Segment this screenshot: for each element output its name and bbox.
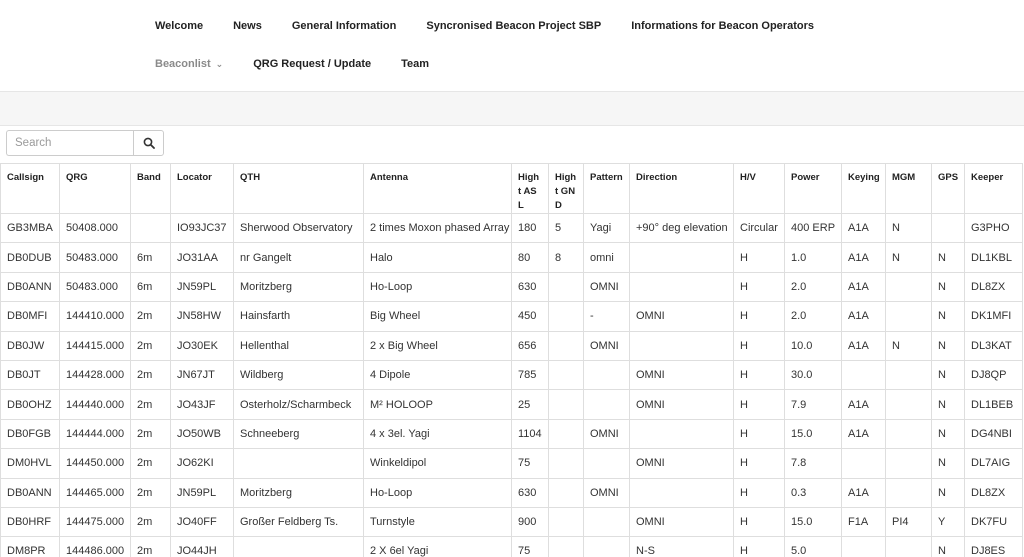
table-cell: Hainsfarth	[234, 302, 364, 331]
column-header[interactable]: Callsign	[1, 164, 60, 214]
table-row	[1, 302, 1023, 331]
nav-news[interactable]: News	[233, 20, 262, 32]
page-header-band	[0, 92, 1024, 126]
table-cell: A1A	[842, 419, 886, 448]
table-cell	[549, 537, 584, 557]
table-cell: JO43JF	[171, 390, 234, 419]
table-cell: H	[734, 331, 785, 360]
table-cell: DB0ANN	[1, 478, 60, 507]
nav-qrg-request[interactable]: QRG Request / Update	[253, 58, 372, 70]
table-cell	[234, 537, 364, 557]
table-cell: N	[932, 272, 965, 301]
nav-row-secondary	[155, 58, 459, 70]
table-cell: 10.0	[785, 331, 842, 360]
table-cell	[131, 214, 171, 243]
column-header[interactable]: Keying	[842, 164, 886, 214]
table-cell: DB0DUB	[1, 243, 60, 272]
table-cell: N	[932, 331, 965, 360]
table-cell: Halo	[364, 243, 512, 272]
table-cell: -	[584, 302, 630, 331]
column-header[interactable]: Hight ASL	[512, 164, 549, 214]
table-cell: 2m	[131, 507, 171, 536]
table-cell: A1A	[842, 214, 886, 243]
table-cell: A1A	[842, 331, 886, 360]
table-row	[1, 507, 1023, 536]
top-navigation	[0, 0, 1024, 92]
table-cell: 2m	[131, 331, 171, 360]
table-cell: M² HOLOOP	[364, 390, 512, 419]
table-cell: Osterholz/Scharmbeck	[234, 390, 364, 419]
table-cell	[549, 331, 584, 360]
table-cell: 180	[512, 214, 549, 243]
table-cell	[549, 507, 584, 536]
column-header[interactable]: QRG	[60, 164, 131, 214]
table-cell: JO62KI	[171, 449, 234, 478]
table-cell: DB0ANN	[1, 272, 60, 301]
table-cell: 50483.000	[60, 243, 131, 272]
table-cell: JO40FF	[171, 507, 234, 536]
column-header[interactable]: Locator	[171, 164, 234, 214]
table-cell: H	[734, 243, 785, 272]
table-cell: DB0JW	[1, 331, 60, 360]
table-cell	[630, 272, 734, 301]
table-cell: A1A	[842, 302, 886, 331]
table-cell: 450	[512, 302, 549, 331]
table-cell: OMNI	[630, 390, 734, 419]
table-cell	[842, 449, 886, 478]
nav-general-information[interactable]: General Information	[291, 20, 397, 32]
table-cell: Y	[932, 507, 965, 536]
table-cell: DL8ZX	[965, 478, 1023, 507]
table-cell	[584, 360, 630, 389]
table-cell: Schneeberg	[234, 419, 364, 448]
table-cell	[630, 331, 734, 360]
table-cell: GB3MBA	[1, 214, 60, 243]
table-cell: JO31AA	[171, 243, 234, 272]
table-cell: DK7FU	[965, 507, 1023, 536]
table-cell: Großer Feldberg Ts.	[234, 507, 364, 536]
table-cell: A1A	[842, 272, 886, 301]
table-cell: 2m	[131, 360, 171, 389]
table-cell: Circular	[734, 214, 785, 243]
table-row	[1, 214, 1023, 243]
table-cell: 5.0	[785, 537, 842, 557]
table-cell: 2m	[131, 419, 171, 448]
search-input[interactable]	[6, 130, 133, 156]
table-cell: 1.0	[785, 243, 842, 272]
table-cell	[886, 537, 932, 557]
table-cell: N	[932, 302, 965, 331]
table-cell: 630	[512, 272, 549, 301]
table-cell: DK1MFI	[965, 302, 1023, 331]
table-cell: N	[932, 390, 965, 419]
table-cell: JO44JH	[171, 537, 234, 557]
nav-beacon-operators[interactable]: Informations for Beacon Operators	[631, 20, 814, 32]
table-cell: N-S	[630, 537, 734, 557]
nav-beaconlist-label: Beaconlist	[155, 58, 211, 70]
table-cell: omni	[584, 243, 630, 272]
table-cell: 900	[512, 507, 549, 536]
table-row	[1, 390, 1023, 419]
table-cell: JN59PL	[171, 272, 234, 301]
table-cell: 144486.000	[60, 537, 131, 557]
table-cell: 7.8	[785, 449, 842, 478]
table-cell	[886, 390, 932, 419]
table-body	[1, 214, 1023, 557]
table-cell	[549, 449, 584, 478]
table-cell: N	[886, 243, 932, 272]
table-cell: Moritzberg	[234, 478, 364, 507]
table-cell: N	[932, 419, 965, 448]
table-search	[6, 130, 164, 156]
table-cell: 2 times Moxon phased Array	[364, 214, 512, 243]
table-cell: N	[932, 478, 965, 507]
table-cell	[886, 272, 932, 301]
table-cell	[584, 537, 630, 557]
table-cell: JN58HW	[171, 302, 234, 331]
table-cell: 2 x Big Wheel	[364, 331, 512, 360]
table-cell: OMNI	[630, 507, 734, 536]
table-cell: 50483.000	[60, 272, 131, 301]
column-header[interactable]: Power	[785, 164, 842, 214]
table-cell: A1A	[842, 478, 886, 507]
table-row	[1, 478, 1023, 507]
table-cell: Moritzberg	[234, 272, 364, 301]
table-row	[1, 360, 1023, 389]
table-cell: OMNI	[584, 419, 630, 448]
table-cell: OMNI	[630, 302, 734, 331]
table-cell	[842, 537, 886, 557]
table-cell: F1A	[842, 507, 886, 536]
table-cell: DL8ZX	[965, 272, 1023, 301]
column-header[interactable]: Keeper	[965, 164, 1023, 214]
table-cell: 7.9	[785, 390, 842, 419]
table-cell: 2m	[131, 449, 171, 478]
table-cell: A1A	[842, 243, 886, 272]
table-cell: 2m	[131, 390, 171, 419]
table-cell: IO93JC37	[171, 214, 234, 243]
table-cell: DG4NBI	[965, 419, 1023, 448]
nav-sbp[interactable]: Syncronised Beacon Project SBP	[426, 20, 602, 32]
table-cell: N	[886, 214, 932, 243]
table-cell: 5	[549, 214, 584, 243]
table-cell: JN67JT	[171, 360, 234, 389]
column-header[interactable]: Pattern	[584, 164, 630, 214]
table-cell	[932, 214, 965, 243]
table-cell	[584, 390, 630, 419]
table-cell: DL1KBL	[965, 243, 1023, 272]
table-cell: N	[932, 449, 965, 478]
table-cell: DB0HRF	[1, 507, 60, 536]
column-header[interactable]: Direction	[630, 164, 734, 214]
table-cell: 1104	[512, 419, 549, 448]
table-cell: 400 ERP	[785, 214, 842, 243]
table-cell	[886, 478, 932, 507]
table-cell: 785	[512, 360, 549, 389]
column-header[interactable]: Hight GND	[549, 164, 584, 214]
table-cell: Big Wheel	[364, 302, 512, 331]
nav-welcome[interactable]: Welcome	[155, 20, 204, 32]
table-cell: H	[734, 272, 785, 301]
table-cell: A1A	[842, 390, 886, 419]
table-cell: N	[932, 537, 965, 557]
column-header[interactable]: Band	[131, 164, 171, 214]
table-cell: JO30EK	[171, 331, 234, 360]
table-cell	[584, 507, 630, 536]
table-cell	[549, 302, 584, 331]
table-cell: 50408.000	[60, 214, 131, 243]
table-cell	[549, 272, 584, 301]
table-cell	[630, 419, 734, 448]
beacon-table	[0, 163, 1023, 557]
table-cell	[549, 360, 584, 389]
nav-team[interactable]: Team	[401, 58, 430, 70]
table-row	[1, 537, 1023, 557]
table-cell: H	[734, 507, 785, 536]
column-header[interactable]: QTH	[234, 164, 364, 214]
table-cell: 630	[512, 478, 549, 507]
table-cell: 15.0	[785, 507, 842, 536]
table-cell: JN59PL	[171, 478, 234, 507]
table-cell: OMNI	[584, 331, 630, 360]
table-header-row	[1, 164, 1023, 214]
table-row	[1, 449, 1023, 478]
table-row	[1, 243, 1023, 272]
table-cell: H	[734, 302, 785, 331]
column-header[interactable]: GPS	[932, 164, 965, 214]
table-cell: 144450.000	[60, 449, 131, 478]
table-cell: OMNI	[584, 478, 630, 507]
table-cell: Hellenthal	[234, 331, 364, 360]
table-cell: N	[932, 243, 965, 272]
table-cell: DB0MFI	[1, 302, 60, 331]
table-cell: H	[734, 537, 785, 557]
table-cell: DJ8ES	[965, 537, 1023, 557]
table-cell: DB0OHZ	[1, 390, 60, 419]
table-cell: 75	[512, 449, 549, 478]
table-cell: 4 Dipole	[364, 360, 512, 389]
table-cell: 144440.000	[60, 390, 131, 419]
table-cell: G3PHO	[965, 214, 1023, 243]
table-cell: 144444.000	[60, 419, 131, 448]
nav-beaconlist-dropdown[interactable]	[155, 58, 223, 70]
table-cell	[630, 243, 734, 272]
table-cell: 144428.000	[60, 360, 131, 389]
table-cell: OMNI	[630, 449, 734, 478]
table-cell: H	[734, 478, 785, 507]
table-cell: +90° deg elevation	[630, 214, 734, 243]
table-cell: 656	[512, 331, 549, 360]
table-cell	[886, 302, 932, 331]
table-cell: PI4	[886, 507, 932, 536]
chevron-down-icon: ⌄	[215, 59, 224, 69]
table-cell: 144410.000	[60, 302, 131, 331]
table-row	[1, 272, 1023, 301]
table-cell: 2m	[131, 478, 171, 507]
table-cell	[549, 390, 584, 419]
table-cell: 0.3	[785, 478, 842, 507]
table-cell: 2.0	[785, 272, 842, 301]
table-cell: 30.0	[785, 360, 842, 389]
table-cell: DL1BEB	[965, 390, 1023, 419]
beacon-table-container	[0, 163, 1024, 557]
table-cell: Ho-Loop	[364, 478, 512, 507]
table-cell: Wildberg	[234, 360, 364, 389]
table-cell: DJ8QP	[965, 360, 1023, 389]
table-cell: N	[886, 331, 932, 360]
table-cell: 6m	[131, 272, 171, 301]
table-cell	[842, 360, 886, 389]
table-cell	[549, 478, 584, 507]
table-cell: 15.0	[785, 419, 842, 448]
table-row	[1, 331, 1023, 360]
table-cell: Ho-Loop	[364, 272, 512, 301]
table-cell	[630, 478, 734, 507]
table-cell: 75	[512, 537, 549, 557]
table-cell	[584, 449, 630, 478]
column-header[interactable]: MGM	[886, 164, 932, 214]
column-header[interactable]: H/V	[734, 164, 785, 214]
table-cell: Yagi	[584, 214, 630, 243]
table-cell: 2m	[131, 302, 171, 331]
table-cell: DM0HVL	[1, 449, 60, 478]
table-cell: 25	[512, 390, 549, 419]
table-cell: DB0JT	[1, 360, 60, 389]
table-cell: Sherwood Observatory	[234, 214, 364, 243]
table-cell: 144465.000	[60, 478, 131, 507]
table-cell: DL7AIG	[965, 449, 1023, 478]
table-cell: JO50WB	[171, 419, 234, 448]
table-cell: Turnstyle	[364, 507, 512, 536]
table-cell: DB0FGB	[1, 419, 60, 448]
table-cell: 2.0	[785, 302, 842, 331]
table-cell: 144475.000	[60, 507, 131, 536]
table-cell: 80	[512, 243, 549, 272]
table-cell: H	[734, 449, 785, 478]
table-cell	[886, 360, 932, 389]
column-header[interactable]: Antenna	[364, 164, 512, 214]
table-cell: 4 x 3el. Yagi	[364, 419, 512, 448]
table-cell: 144415.000	[60, 331, 131, 360]
table-cell: 8	[549, 243, 584, 272]
table-cell: DL3KAT	[965, 331, 1023, 360]
table-cell: 2m	[131, 537, 171, 557]
table-cell: H	[734, 360, 785, 389]
table-cell: H	[734, 390, 785, 419]
table-cell	[886, 419, 932, 448]
search-icon	[143, 137, 155, 149]
table-cell	[234, 449, 364, 478]
table-cell: OMNI	[584, 272, 630, 301]
table-cell: H	[734, 419, 785, 448]
table-cell: OMNI	[630, 360, 734, 389]
table-cell: 6m	[131, 243, 171, 272]
table-cell: nr Gangelt	[234, 243, 364, 272]
table-cell: N	[932, 360, 965, 389]
search-button[interactable]	[133, 130, 164, 156]
table-cell: DM8PR	[1, 537, 60, 557]
table-cell	[886, 449, 932, 478]
table-cell: Winkeldipol	[364, 449, 512, 478]
table-cell	[549, 419, 584, 448]
nav-row-primary	[155, 20, 844, 32]
table-cell: 2 X 6el Yagi	[364, 537, 512, 557]
table-row	[1, 419, 1023, 448]
